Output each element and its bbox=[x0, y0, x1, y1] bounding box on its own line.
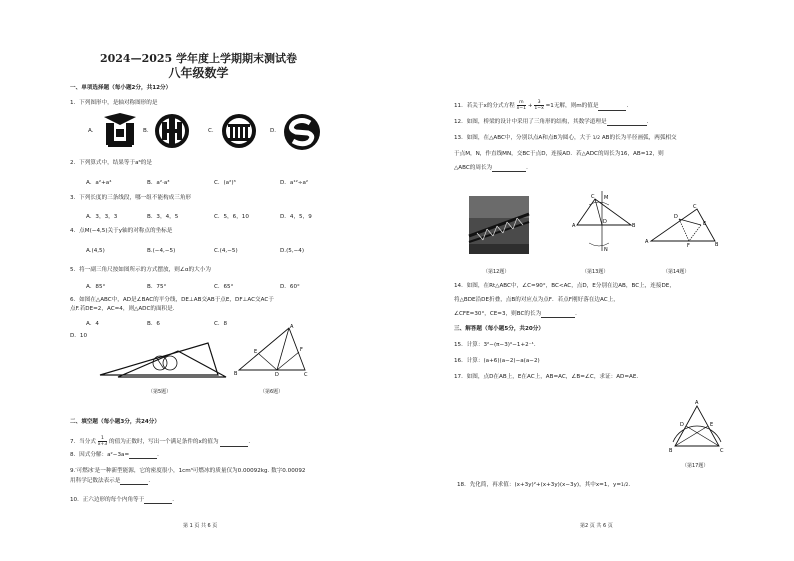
question-14-line-2: 将△BDE沿DE折叠，点B的对应点为点F．若点F刚好落在边AC上， bbox=[454, 297, 619, 303]
fig17-label-c: C bbox=[720, 448, 724, 454]
q1-option-d-label: D. bbox=[270, 128, 277, 134]
q3-option-d: D．4，5，9 bbox=[280, 214, 312, 220]
figure-6-caption: （第6题） bbox=[260, 389, 284, 395]
right-page bbox=[397, 0, 794, 561]
question-17: 17．如图，点D在AB上，E在AC上，AB=AC，∠B=∠C，求证：AD=AE． bbox=[454, 374, 642, 380]
fig17-label-e: E bbox=[710, 422, 714, 428]
q2-option-b: B．a²·a³ bbox=[147, 180, 170, 186]
q6-option-d: D．10 bbox=[70, 333, 88, 339]
q13-answer-blank[interactable] bbox=[492, 166, 526, 172]
fig17-label-a: A bbox=[695, 400, 699, 406]
question-12: 12．如图，桥梁的设计中采用了三角形的结构，其数学道理是 ． bbox=[454, 119, 653, 125]
fig13-label-d: D bbox=[603, 219, 607, 225]
figure-17-triangle bbox=[669, 402, 725, 458]
q1-option-b-label: B. bbox=[143, 128, 149, 134]
figure-5-caption: （第5题） bbox=[148, 389, 172, 395]
q1-option-c-label: C. bbox=[208, 128, 214, 134]
question-10: 10．正六边形的每个内角等于 ． bbox=[70, 497, 178, 503]
question-5: 5．将一副三角尺按如图所示的方式摆放，则∠α的大小为 bbox=[70, 267, 211, 273]
q4-option-c: C.(4,−5) bbox=[214, 248, 238, 254]
q6-option-a: A．4 bbox=[86, 321, 99, 327]
q7-fraction: $\frac{1}{x+3}$ bbox=[97, 436, 108, 447]
question-13-line-3: △ABC的周长为 ． bbox=[454, 165, 532, 171]
figure-6-triangle bbox=[234, 324, 308, 378]
question-16: 16．计算：(a+6)(a−2)−a(a−2) bbox=[454, 358, 540, 364]
q8-answer-blank[interactable] bbox=[129, 453, 157, 459]
q4-option-d: D.(5,−4) bbox=[280, 248, 305, 254]
fig17-label-d: D bbox=[680, 422, 684, 428]
fig14-label-a: A bbox=[645, 239, 649, 245]
question-11: 11．若关于x的分式方程 $\frac{m}{x-1}$ + $\frac{3}{1-x}$ =1无解，则m的值是 ． bbox=[454, 100, 633, 111]
question-7: 7．当分式 $\frac{1}{x+3}$ 的值为正数时，写出一个满足条件的x的值为 ． bbox=[70, 436, 254, 447]
q10-answer-blank[interactable] bbox=[144, 498, 172, 504]
fig13-label-n: N bbox=[604, 247, 608, 253]
fig6-label-c: C bbox=[304, 372, 308, 378]
figure-17-caption: （第17题） bbox=[682, 463, 709, 469]
q2-option-a: A．a²+a⁴ bbox=[86, 180, 112, 186]
q6-option-c: C．8 bbox=[214, 321, 228, 327]
q11-fraction-2: $\frac{3}{1-x}$ bbox=[534, 100, 544, 111]
fig14-label-b: B bbox=[715, 242, 719, 248]
q4-option-a: A.(4,5) bbox=[86, 248, 105, 254]
fig6-label-e: E bbox=[254, 349, 258, 355]
q3-option-b: B．3，4，5 bbox=[147, 214, 179, 220]
section-1-heading: 一、单项选择题（每小题2分，共12分） bbox=[70, 85, 172, 91]
q12-answer-blank[interactable] bbox=[607, 120, 647, 126]
fig6-label-f: F bbox=[300, 347, 303, 353]
fig14-label-c: C bbox=[693, 204, 697, 210]
q4-option-b: B.(−4,−5) bbox=[147, 248, 176, 254]
fig6-label-d: D bbox=[275, 372, 279, 378]
exam-subtitle: 八年级数学 bbox=[168, 66, 229, 80]
fig13-label-a: A bbox=[572, 223, 576, 229]
question-1: 1．下列图形中，是轴对称图形的是 bbox=[70, 100, 158, 106]
fig14-label-d: D bbox=[674, 214, 678, 220]
q5-option-d: D．60° bbox=[280, 284, 300, 290]
question-6-line-1: 6．如图在△ABC中，AD是∠BAC的平分线，DE⊥AB交AB于点E，DF⊥AC交AC于 bbox=[70, 297, 274, 303]
figure-12-bridge-photo bbox=[469, 196, 529, 254]
question-2: 2．下列算式中，结果等于a⁶的是 bbox=[70, 160, 152, 166]
fig17-label-b: B bbox=[669, 448, 673, 454]
fig6-label-a: A bbox=[290, 324, 294, 330]
question-13-line-2: 于点M，N，作直线MN，交BC于点D，连接AD．若△ADC的周长为16，AB=12，则 bbox=[454, 151, 664, 157]
fig14-label-e: E bbox=[703, 221, 707, 227]
page-footer-right: 第2 页 共 6 页 bbox=[580, 523, 613, 529]
q2-option-d: D．a¹²÷a² bbox=[280, 180, 309, 186]
question-14-line-1: 14．如图，在Rt△ABC中，∠C=90°，BC<AC，点D，E分别在边AB，BC上，连接DE， bbox=[454, 283, 675, 289]
fig13-label-c: C bbox=[591, 194, 595, 200]
q5-option-b: B．75° bbox=[147, 284, 167, 290]
q9-answer-blank[interactable] bbox=[120, 479, 148, 485]
question-18: 18．先化简，再求值：(x+3y)²+(x+3y)(x−3y)，其中x=1，y=1/2． bbox=[457, 482, 635, 488]
q5-option-c: C．65° bbox=[214, 284, 234, 290]
q14-answer-blank[interactable] bbox=[541, 312, 575, 318]
section-2-heading: 二、填空题（每小题3分，共24分） bbox=[70, 419, 160, 425]
q1-option-a-label: A. bbox=[88, 128, 94, 134]
q11-fraction-1: $\frac{m}{x-1}$ bbox=[516, 100, 527, 111]
question-8: 8．因式分解：a²−3a= ． bbox=[70, 452, 163, 458]
question-13-line-1: 13．如图，在△ABC中，分别以点A和点B为圆心，大于 1/2 AB的长为半径画弧，两弧相交 bbox=[454, 135, 677, 141]
q3-option-a: A．3，3，3 bbox=[86, 214, 118, 220]
q2-option-c: C．(a²)³ bbox=[214, 180, 236, 186]
question-14-line-3: ∠CFE=30°，CE=3，则BC的长为 ． bbox=[454, 311, 581, 317]
fig13-label-m: M bbox=[604, 195, 609, 201]
figure-12-caption: （第12题） bbox=[483, 269, 510, 275]
figure-14-fold bbox=[645, 204, 719, 249]
q11-answer-blank[interactable] bbox=[598, 105, 626, 111]
question-3: 3．下列长度的三条线段，哪一组不能构成三角形 bbox=[70, 195, 192, 201]
section-3-heading: 三、解答题（每小题5分，共20分） bbox=[454, 326, 544, 332]
question-4: 4．点M(−4,5)关于y轴的对称点的坐标是 bbox=[70, 228, 173, 234]
question-6-line-2: 点F.若DE=2，AC=4，则△ADC的面积是． bbox=[70, 306, 179, 312]
question-9-line-2: 用科学记数法表示是 ． bbox=[70, 478, 154, 484]
question-9-line-1: 9.′可燃冰′是一种新型能源，它的密度很小，1cm³可燃冰的质量仅为0.00092kg. 数字0.00092 bbox=[70, 468, 306, 474]
q5-option-a: A．85° bbox=[86, 284, 106, 290]
question-15: 15．计算：3²−(π−3)⁰−1+2⁻¹． bbox=[454, 342, 540, 348]
q7-answer-blank[interactable] bbox=[220, 441, 248, 447]
figure-14-caption: （第14题） bbox=[663, 269, 690, 275]
fig6-label-b: B bbox=[234, 371, 238, 377]
page-footer-left: 第 1 页 共 6 页 bbox=[183, 523, 218, 529]
q3-option-c: C．5，6，10 bbox=[214, 214, 249, 220]
figure-5-set-squares bbox=[98, 337, 228, 382]
figure-13-caption: （第13题） bbox=[582, 269, 609, 275]
fig14-label-f: F bbox=[687, 243, 690, 249]
q6-option-b: B．6 bbox=[147, 321, 160, 327]
figure-13-construction bbox=[569, 191, 639, 255]
fig13-label-b: B bbox=[632, 223, 636, 229]
exam-title: 2024—2025 学年度上学期期末测试卷 bbox=[99, 52, 298, 65]
